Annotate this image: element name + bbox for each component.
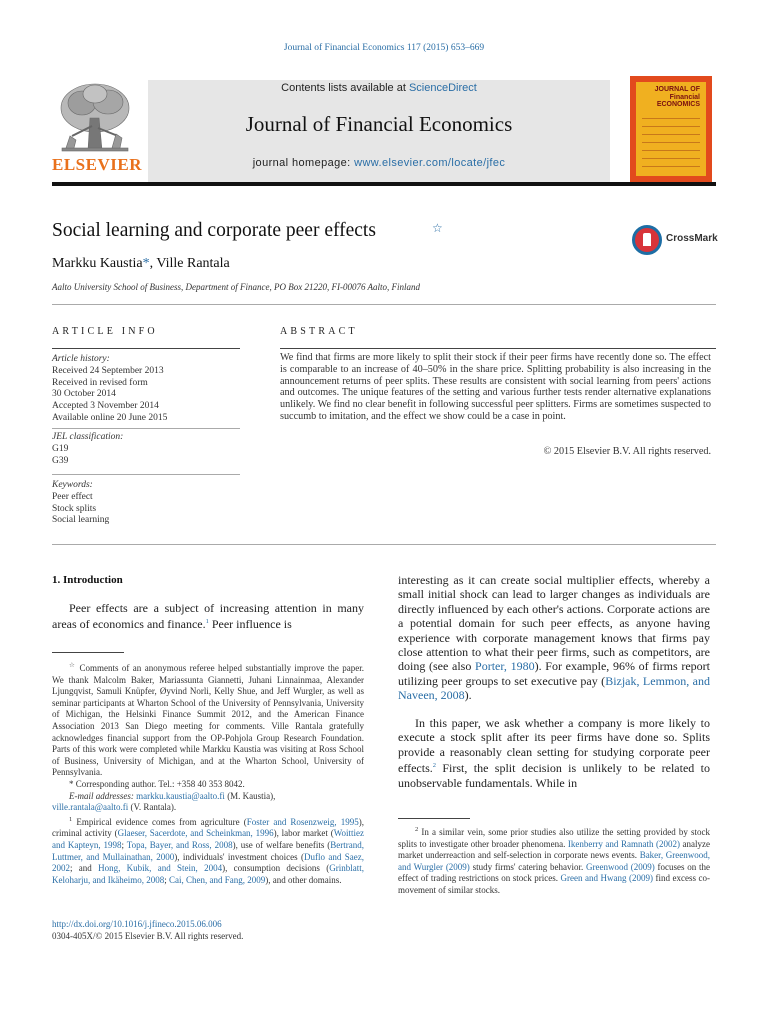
journal-title: Journal of Financial Economics	[245, 112, 513, 136]
citation-link[interactable]: Glaeser, Sacerdote, and Scheinkman, 1996	[117, 828, 274, 839]
article-title: Social learning and corporate peer effects	[52, 220, 376, 241]
body-rule	[52, 544, 716, 545]
text-run: (M. Kaustia),	[224, 790, 276, 801]
jel-code: G19	[52, 443, 69, 454]
title-footnote-mark[interactable]: ☆	[432, 221, 443, 235]
corresponding-author-mark[interactable]: *	[142, 256, 150, 271]
citation-link[interactable]: Green and Hwang (2009)	[560, 873, 654, 884]
contents-prefix: Contents lists available at	[281, 82, 409, 94]
footnote-star	[52, 660, 364, 779]
text-run: find excess co-movement of similar stocks.	[398, 873, 710, 895]
contents-line	[148, 82, 610, 94]
cover-line	[642, 158, 700, 159]
text-run: In a similar vein, some prior studies also utilize the setting provided by stock splits to investigate other broader phenomena.	[398, 827, 710, 849]
text-run: ), use of welfare benefits (	[232, 839, 331, 850]
footnote-ref-2[interactable]: 2	[432, 762, 437, 770]
citation-link[interactable]: Porter, 1980	[475, 659, 535, 674]
footnote-rule	[52, 652, 124, 653]
publisher-name: ELSEVIER	[52, 155, 142, 174]
email-link[interactable]: ville.rantala@aalto.fi	[52, 802, 129, 813]
doi-link[interactable]: http://dx.doi.org/10.1016/j.jfineco.2015.06.006	[52, 919, 222, 929]
author-2: , Ville Rantala	[149, 256, 230, 271]
cover-line	[642, 118, 700, 119]
page-footer	[52, 919, 243, 942]
footnote-1	[52, 814, 364, 887]
text-run: ;	[121, 839, 127, 850]
intro-paragraph-1	[52, 601, 364, 632]
text-run: In this paper, we ask whether a company is more likely to execute a stock split after its peer firms have done so. Splits provide a reasonably clean setting for studying corporate peer effects.	[398, 716, 710, 776]
text-run: Empirical evidence comes from agriculture (	[72, 816, 247, 827]
history-rule	[52, 428, 240, 429]
cover-line	[642, 134, 700, 135]
jel-label: JEL classification:	[52, 432, 124, 442]
keywords-label: Keywords:	[52, 480, 93, 490]
citation-link[interactable]: Grinblatt, Keloharju, and Ikäheimo, 2008	[52, 863, 364, 885]
crossmark-label: CrossMark	[666, 233, 718, 244]
cover-title: JOURNAL OF Financial ECONOMICS	[654, 86, 700, 108]
text-run: ), consumption decisions (	[222, 863, 330, 874]
cover-line	[642, 150, 700, 151]
keyword: Stock splits	[52, 503, 97, 514]
cover-line	[642, 126, 700, 127]
citation-link[interactable]: Baker, Greenwood, and Wurgler (2009)	[398, 850, 710, 872]
column-2-paragraph-2	[398, 716, 710, 790]
text-run: analyze market underreaction and self-selection in corporate news events.	[398, 838, 710, 861]
article-history	[52, 354, 240, 425]
history-item: Received 24 September 2013	[52, 365, 164, 376]
keyword: Social learning	[52, 515, 110, 526]
text-run: (V. Rantala).	[128, 802, 177, 813]
text-run: Peer effects are a subject of increasing attention in many areas of economics and finance.	[52, 601, 364, 632]
section-heading-introduction: 1. Introduction	[52, 574, 123, 586]
abstract-heading: ABSTRACT	[280, 326, 358, 337]
footnotes-left	[52, 660, 364, 886]
keyword: Peer effect	[52, 491, 93, 502]
sciencedirect-link[interactable]: ScienceDirect	[408, 82, 477, 94]
text-run: ; and	[70, 863, 99, 874]
affiliation-rule	[52, 304, 716, 305]
history-item: Received in revised form	[52, 377, 148, 388]
email-link[interactable]: markku.kaustia@aalto.fi	[136, 790, 225, 801]
text-run: ), labor market (	[273, 828, 334, 839]
footnote-ref-1[interactable]: 1	[205, 618, 209, 626]
authors	[52, 256, 230, 272]
footnote-mark: 2	[415, 826, 419, 833]
text-run: ), and other domains.	[265, 874, 342, 885]
text-run: ).	[464, 688, 472, 703]
text-run: ), criminal activity (	[52, 816, 364, 839]
crossmark-badge[interactable]	[632, 225, 718, 255]
citation-link[interactable]: Bizjak, Lemmon, and Naveen, 2008	[398, 673, 710, 703]
footnote-2	[398, 824, 710, 897]
author-1: Markku Kaustia	[52, 256, 143, 271]
history-item: Accepted 3 November 2014	[52, 401, 159, 412]
footnotes-right	[398, 824, 710, 897]
issn-copyright: 0304-405X/© 2015 Elsevier B.V. All rights reserved.	[52, 930, 244, 941]
history-item: Available online 20 June 2015	[52, 412, 168, 423]
affiliation: Aalto University School of Business, Department of Finance, PO Box 21220, FI-00076 Aalto, Finland	[52, 282, 421, 292]
jel-rule	[52, 474, 240, 475]
citation-link[interactable]: Hong, Kubik, and Stein, 2004	[98, 863, 223, 874]
text-run: ), individuals' investment choices (	[174, 851, 305, 862]
text-run: study firms' catering behavior.	[469, 861, 586, 872]
citation-link[interactable]: Woittiez and Kapteyn, 1998	[52, 828, 364, 850]
text-run: focuses on the effect of trading restrictions on stock prices.	[398, 861, 710, 884]
abstract-text: We find that firms are more likely to split their stock if their peer firms have recently done so. The effect is comparable to an increase of 40–50% in the share price. Splitting probability is also increasing in the announcement returns of peer splits. These results are consistent with social learning from peers' actions and outcomes. The unique features of the setting and various further tests render alternative explanations unlikely. We find no clear benefit in following successful peer splitters. Firms are sometimes suspected to succumb to imitation, and the effect we show could be a case in point.	[280, 352, 711, 422]
footnote-mark: 1	[69, 815, 73, 823]
text-run: ). For example, 96% of firms report utilizing peer groups to set executive pay (	[398, 659, 710, 688]
article-info-rule	[52, 348, 240, 349]
text-run: Comments of an anonymous referee helped substantially improve the paper. We thank Malcolm Baker, Mariassunta Giannetti, Juhani Linnainmaa, Alexander Ljungqvist, Samuli Knüpfer, Øyvind Norli, Kelly Shue, and Jeff Wurgler, as well as seminar participants at Wharton School of the University of Pennsylvania, University of Michigan, the Helsinki Finance Summit 2012, and the American Finance Association 2013 San Diego meeting for comments. Ville Rantala gratefully acknowledges financial support from the OP-Pohjola Group Research Foundation. Parts of this work were completed while Markku Kaustia was visiting at Ross School of Business, University of Michigan, and at the Wharton School, University of Pennsylvania.	[52, 663, 364, 778]
cover-line	[642, 142, 700, 143]
homepage-line	[148, 157, 610, 169]
abstract-copyright: © 2015 Elsevier B.V. All rights reserved.	[543, 446, 711, 457]
journal-cover-thumbnail	[630, 76, 712, 182]
citation-link[interactable]: Greenwood (2009)	[585, 861, 655, 872]
cover-line	[642, 166, 700, 167]
footnote-rule	[398, 818, 470, 819]
history-item: 30 October 2014	[52, 389, 116, 400]
jel-classification	[52, 432, 240, 467]
citation-link[interactable]: Cai, Chen, and Fang, 2009	[168, 874, 266, 885]
email-note	[52, 791, 364, 814]
crossmark-icon	[632, 225, 662, 255]
jel-code: G39	[52, 455, 69, 466]
citation-link[interactable]: Bertrand, Luttmer, and Mullainathan, 2000	[52, 839, 365, 862]
text-run: ;	[164, 874, 169, 885]
footnote-mark: ☆	[69, 662, 77, 669]
keywords	[52, 480, 240, 527]
citation-link[interactable]: Foster and Rosenzweig, 1995	[246, 816, 359, 827]
homepage-link[interactable]: www.elsevier.com/locate/jfec	[354, 157, 506, 169]
email-label: E-mail addresses:	[69, 790, 137, 801]
text-run: interesting as it can create social multiplier effects, whereby a small initial shock can lead to larger changes as individuals are directly influenced by each other's actions. Corporate actions are a potential domain for such peer effects, as anyone having experience with corporate management knows that firms pay close attention to what their peer firms, such as competitors, are doing (see also	[398, 573, 710, 674]
column-2-paragraph-1	[398, 573, 710, 703]
header-rule	[52, 182, 716, 186]
citation-link[interactable]: Duflo and Saez, 2002	[52, 851, 364, 874]
text-run: Peer influence is	[208, 617, 292, 632]
history-label: Article history:	[52, 354, 110, 364]
citation-link[interactable]: Ikenberry and Ramnath (2002)	[567, 838, 680, 849]
abstract-rule	[280, 348, 716, 349]
citation-link[interactable]: Topa, Bayer, and Ross, 2008	[126, 839, 233, 850]
homepage-prefix: journal homepage:	[252, 157, 355, 169]
journal-reference[interactable]: Journal of Financial Economics 117 (2015) 653–669	[283, 43, 485, 53]
article-info-heading: ARTICLE INFO	[52, 326, 158, 337]
corresponding-author-note: * Corresponding author. Tel.: +358 40 353 8042.	[69, 778, 245, 789]
text-run: First, the split decision is unlikely to be related to unobservable fundamentals. While in	[398, 761, 710, 790]
